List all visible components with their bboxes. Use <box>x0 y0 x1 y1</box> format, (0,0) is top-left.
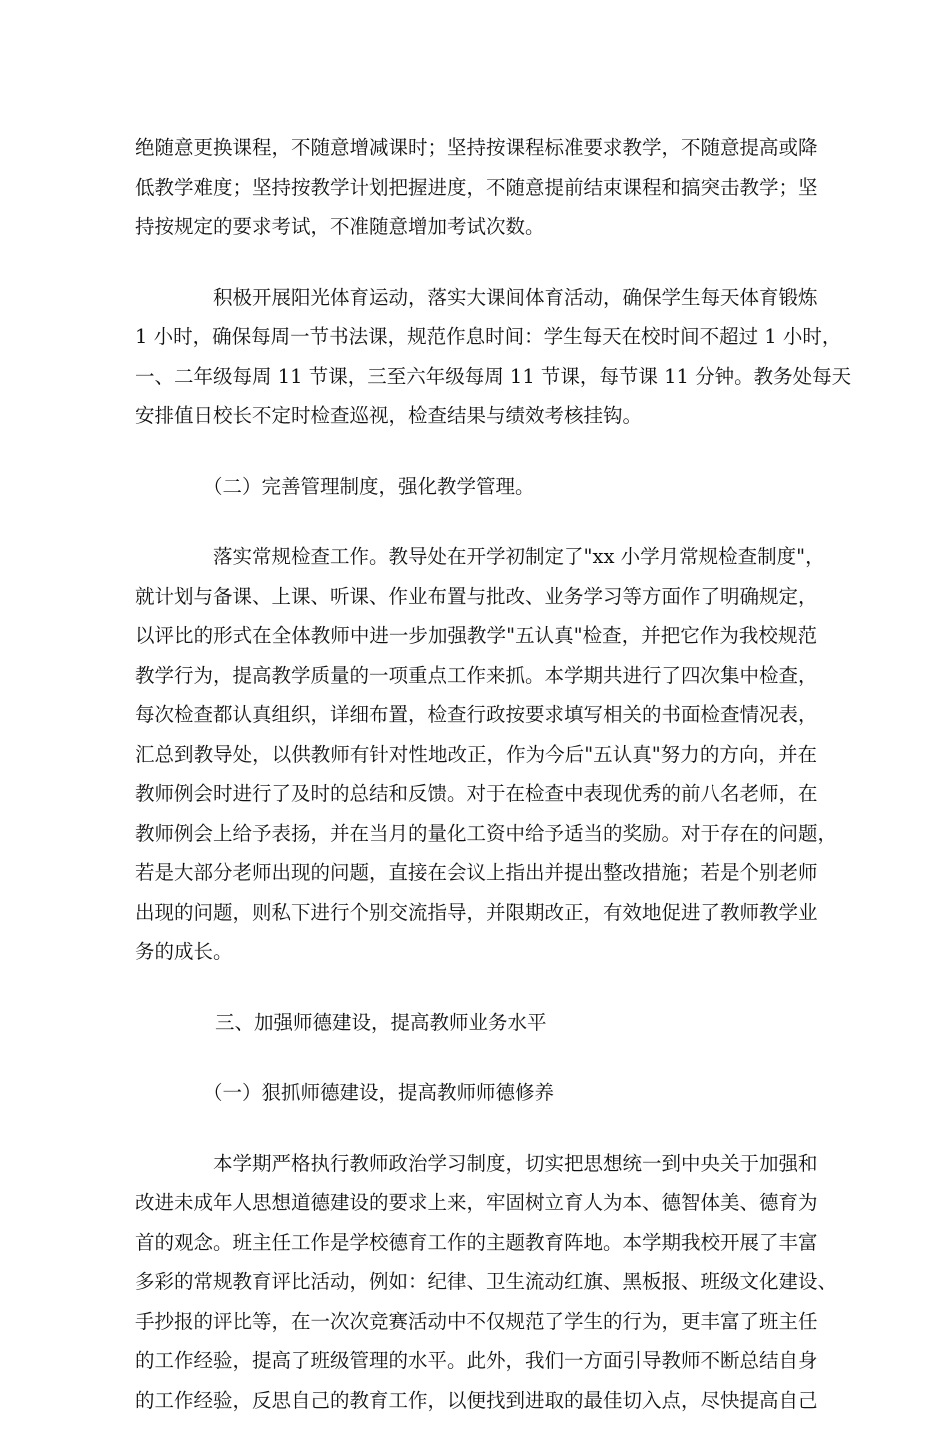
text-line: 多彩的常规教育评比活动，例如：纪律、卫生流动红旗、黑板报、班级文化建设、 <box>135 1270 838 1293</box>
paragraph <box>135 537 838 972</box>
text-line: 持按规定的要求考试，不准随意增加考试次数。 <box>135 215 545 238</box>
text-line: 安排值日校长不定时检查巡视，检查结果与绩效考核挂钩。 <box>135 404 643 427</box>
text-line: 教师例会上给予表扬，并在当月的量化工资中给予适当的奖励。对于存在的问题， <box>135 821 838 845</box>
text-line: 若是大部分老师出现的问题，直接在会议上指出并提出整改措施；若是个别老师 <box>135 861 818 884</box>
text-line: （二）完善管理制度，强化教学管理。 <box>203 474 535 498</box>
paragraph <box>135 1144 838 1421</box>
text-line: 的工作经验，提高了班级管理的水平。此外，我们一方面引导教师不断总结自身 <box>135 1349 818 1372</box>
text-line: 就计划与备课、上课、听课、作业布置与批改、业务学习等方面作了明确规定， <box>135 584 818 608</box>
text-line: 改进未成年人思想道德建设的要求上来，牢固树立育人为本、德智体美、德育为 <box>135 1191 818 1214</box>
paragraph <box>135 128 817 247</box>
text-line: （一）狠抓师德建设，提高教师师德修养 <box>203 1081 555 1104</box>
text-line: 手抄报的评比等，在一次次竞赛活动中不仅规范了学生的行为，更丰富了班主任 <box>135 1309 818 1333</box>
text-line: 首的观念。班主任工作是学校德育工作的主题教育阵地。本学期我校开展了丰富 <box>135 1230 818 1254</box>
text-line: 的工作经验，反思自己的教育工作，以便找到进取的最佳切入点，尽快提高自己 <box>135 1388 818 1412</box>
text-line: 1 小时，确保每周一节书法课，规范作息时间：学生每天在校时间不超过 1 小时， <box>135 325 842 348</box>
text-line: 绝随意更换课程，不随意增减课时；坚持按课程标准要求教学，不随意提高或降 <box>135 136 818 159</box>
text-line: 一、二年级每周 11 节课，三至六年级每周 11 节课，每节课 11 分钟。教务处每天 <box>135 364 852 388</box>
subsection-heading <box>135 467 817 507</box>
text-line: 以评比的形式在全体教师中进一步加强教学"五认真"检查，并把它作为我校规范 <box>135 624 817 647</box>
text-line: 低教学难度；坚持按教学计划把握进度，不随意提前结束课程和搞突击教学；坚 <box>135 175 818 199</box>
text-line: 教师例会时进行了及时的总结和反馈。对于在检查中表现优秀的前八名老师，在 <box>135 782 818 805</box>
text-line: 出现的问题，则私下进行个别交流指导，并限期改正，有效地促进了教师教学业 <box>135 900 818 924</box>
text-line: 积极开展阳光体育运动，落实大课间体育活动，确保学生每天体育锻炼 <box>213 285 818 309</box>
text-line: 每次检查都认真组织，详细布置，检查行政按要求填写相关的书面检查情况表， <box>135 703 818 726</box>
text-line: 教学行为，提高教学质量的一项重点工作来抓。本学期共进行了四次集中检查， <box>135 663 818 687</box>
subsection-heading <box>135 1073 817 1113</box>
section-heading <box>135 1003 817 1043</box>
text-line: 三、加强师德建设，提高教师业务水平 <box>215 1010 547 1034</box>
paragraph <box>135 278 852 436</box>
document-page <box>135 128 852 1451</box>
text-line: 务的成长。 <box>135 940 233 963</box>
text-line: 汇总到教导处，以供教师有针对性地改正，作为今后"五认真"努力的方向，并在 <box>135 742 817 766</box>
text-line: 落实常规检查工作。教导处在开学初制定了"xx 小学月常规检查制度"， <box>213 545 825 568</box>
text-line: 本学期严格执行教师政治学习制度，切实把思想统一到中央关于加强和 <box>213 1151 818 1175</box>
